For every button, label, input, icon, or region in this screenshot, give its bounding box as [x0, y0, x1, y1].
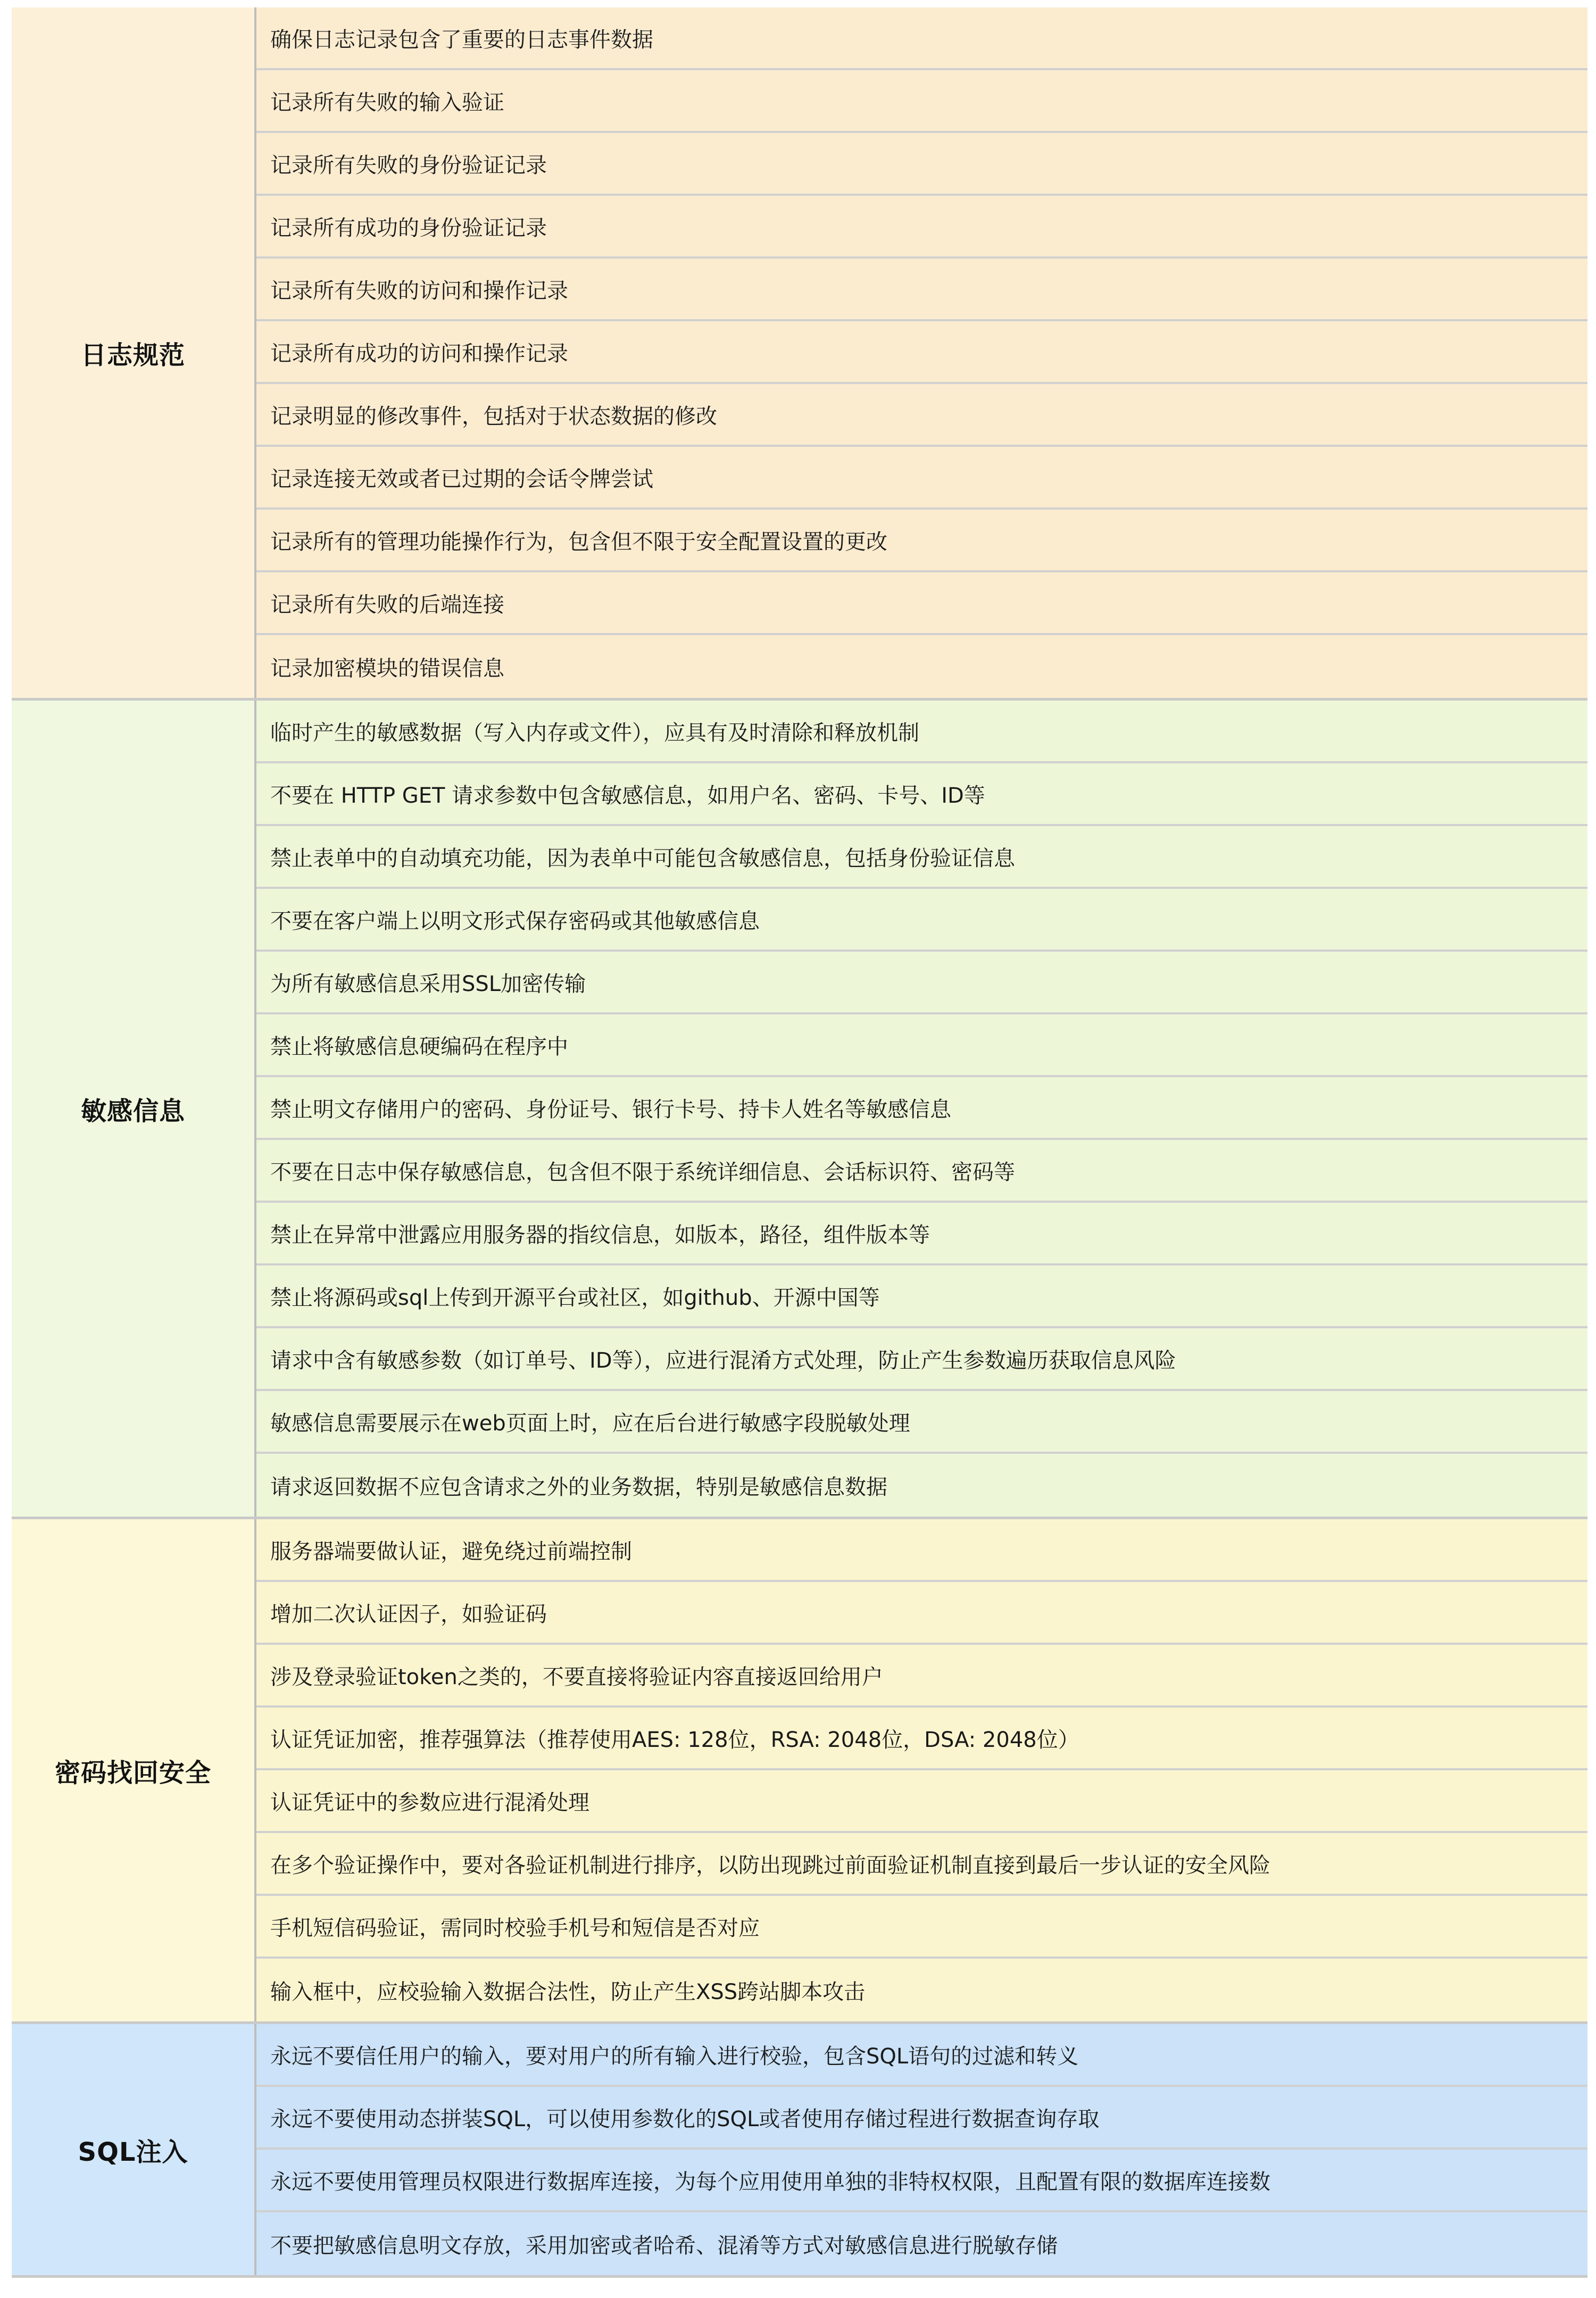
- table-row: 不要把敏感信息明文存放，采用加密或者哈希、混淆等方式对敏感信息进行脱敏存储: [256, 2212, 1587, 2275]
- table-row: 不要在客户端上以明文形式保存密码或其他敏感信息: [256, 889, 1587, 952]
- table-row: 禁止表单中的自动填充功能，因为表单中可能包含敏感信息，包括身份验证信息: [256, 826, 1587, 889]
- item-list: [256, 7, 1587, 698]
- table-row: 不要在 HTTP GET 请求参数中包含敏感信息，如用户名、密码、卡号、ID等: [256, 763, 1587, 826]
- table-row: 服务器端要做认证，避免绕过前端控制: [256, 1519, 1587, 1582]
- table-row: 手机短信码验证，需同时校验手机号和短信是否对应: [256, 1896, 1587, 1959]
- table-row: 禁止在异常中泄露应用服务器的指纹信息，如版本，路径，组件版本等: [256, 1203, 1587, 1265]
- table-row: 涉及登录验证token之类的，不要直接将验证内容直接返回给用户: [256, 1645, 1587, 1708]
- table-row: 请求中含有敏感参数（如订单号、ID等），应进行混淆方式处理，防止产生参数遍历获取信息风险: [256, 1328, 1587, 1391]
- table-row: 永远不要使用管理员权限进行数据库连接，为每个应用使用单独的非特权权限，且配置有限的数据库连接数: [256, 2150, 1587, 2212]
- item-list: [256, 701, 1587, 1517]
- category-cell: SQL注入: [12, 2024, 256, 2275]
- table-row: 确保日志记录包含了重要的日志事件数据: [256, 7, 1587, 70]
- table-row: 永远不要信任用户的输入，要对用户的所有输入进行校验，包含SQL语句的过滤和转义: [256, 2024, 1587, 2087]
- table-row: 记录连接无效或者已过期的会话令牌尝试: [256, 447, 1587, 510]
- item-list: [256, 1519, 1587, 2021]
- table-row: 记录明显的修改事件，包括对于状态数据的修改: [256, 384, 1587, 447]
- table-row: 禁止将源码或sql上传到开源平台或社区，如github、开源中国等: [256, 1265, 1587, 1328]
- category-cell: 敏感信息: [12, 701, 256, 1517]
- security-guidelines-table: [12, 7, 1587, 2278]
- table-row: 记录所有失败的身份验证记录: [256, 133, 1587, 196]
- table-row: 在多个验证操作中，要对各验证机制进行排序，以防出现跳过前面验证机制直接到最后一步认证的安全风险: [256, 1833, 1587, 1896]
- table-row: 认证凭证中的参数应进行混淆处理: [256, 1770, 1587, 1833]
- section-sensitive-info: [12, 701, 1587, 1519]
- table-row: 禁止明文存储用户的密码、身份证号、银行卡号、持卡人姓名等敏感信息: [256, 1077, 1587, 1140]
- table-row: 认证凭证加密，推荐强算法（推荐使用AES: 128位，RSA: 2048位，DSA: 2048位）: [256, 1708, 1587, 1770]
- table-row: 记录所有失败的后端连接: [256, 572, 1587, 635]
- section-sql-injection: [12, 2024, 1587, 2278]
- table-row: 为所有敏感信息采用SSL加密传输: [256, 952, 1587, 1014]
- table-row: 临时产生的敏感数据（写入内存或文件），应具有及时清除和释放机制: [256, 701, 1587, 763]
- table-row: 不要在日志中保存敏感信息，包含但不限于系统详细信息、会话标识符、密码等: [256, 1140, 1587, 1203]
- table-row: 禁止将敏感信息硬编码在程序中: [256, 1014, 1587, 1077]
- table-row: 记录所有的管理功能操作行为，包含但不限于安全配置设置的更改: [256, 510, 1587, 572]
- table-row: 记录所有失败的输入验证: [256, 70, 1587, 133]
- table-row: 永远不要使用动态拼装SQL，可以使用参数化的SQL或者使用存储过程进行数据查询存取: [256, 2087, 1587, 2150]
- table-row: 记录所有成功的访问和操作记录: [256, 321, 1587, 384]
- table-row: 记录所有失败的访问和操作记录: [256, 259, 1587, 321]
- table-row: 输入框中，应校验输入数据合法性，防止产生XSS跨站脚本攻击: [256, 1959, 1587, 2021]
- category-cell: 日志规范: [12, 7, 256, 698]
- table-row: 增加二次认证因子，如验证码: [256, 1582, 1587, 1645]
- section-password-recovery: [12, 1519, 1587, 2024]
- table-row: 记录所有成功的身份验证记录: [256, 196, 1587, 259]
- table-row: 敏感信息需要展示在web页面上时，应在后台进行敏感字段脱敏处理: [256, 1391, 1587, 1454]
- category-cell: 密码找回安全: [12, 1519, 256, 2021]
- section-logging: [12, 7, 1587, 701]
- item-list: [256, 2024, 1587, 2275]
- table-row: 记录加密模块的错误信息: [256, 635, 1587, 698]
- table-row: 请求返回数据不应包含请求之外的业务数据，特别是敏感信息数据: [256, 1454, 1587, 1517]
